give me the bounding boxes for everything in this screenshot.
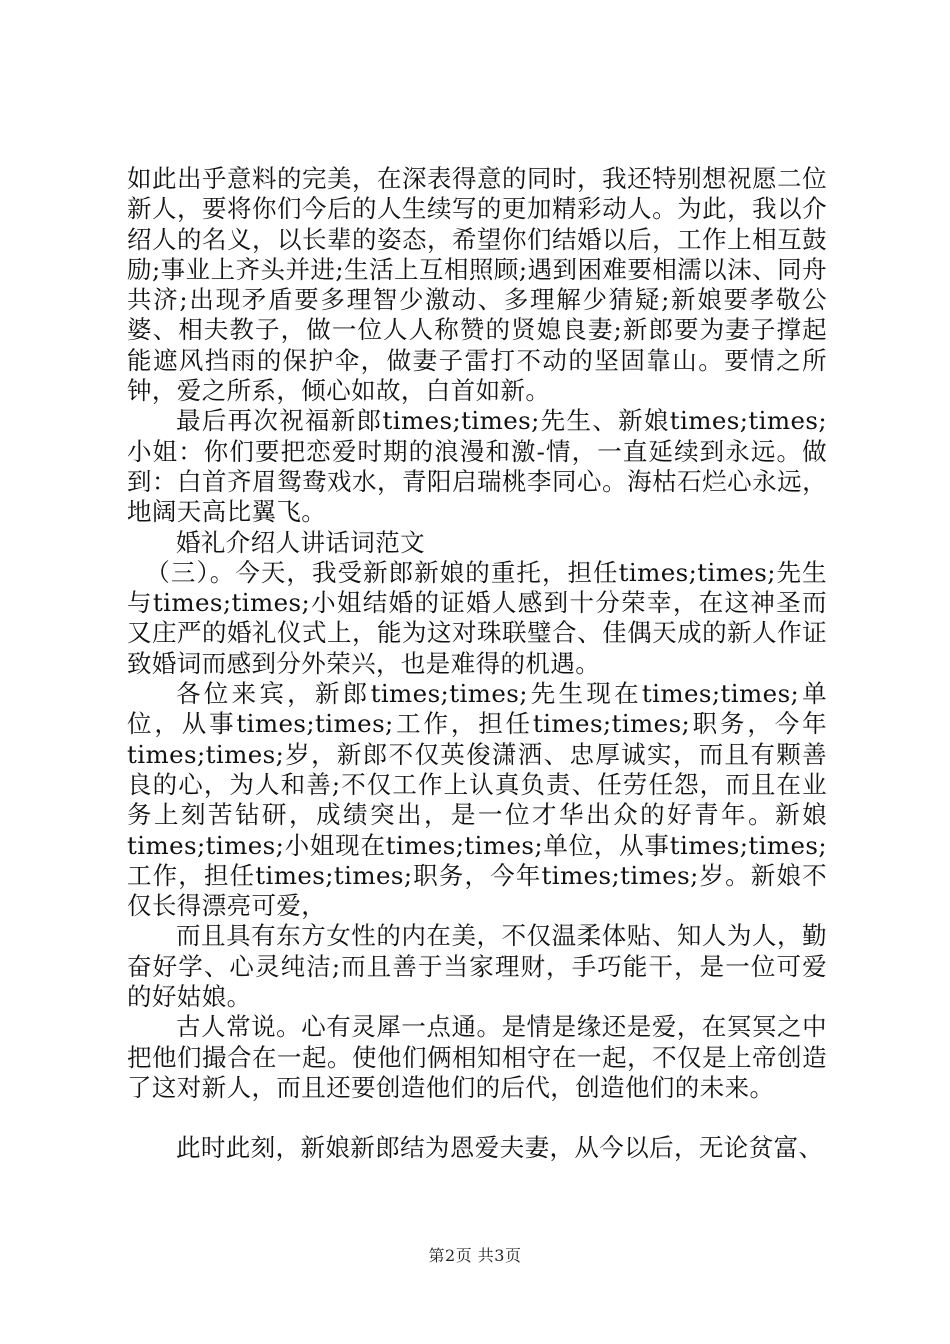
paragraph-fate: 古人常说。心有灵犀一点通。是情是缘还是爱，在冥冥之中把他们撮合在一起。使他们俩相知相守在一起，不仅是上帝创造了这对新人，而且还要创造他们的后代，创造他们的未来。 [127, 1012, 827, 1102]
section-heading: 婚礼介绍人讲话词范文 [176, 527, 425, 557]
paragraph-final-blessing: 最后再次祝福新郎times;times;先生、新娘times;times;小姐：你们要把恋爱时期的浪漫和激-情，一直延续到永远。做到：白首齐眉鸳鸯戏水，青阳启瑞桃李同心。海枯石烂心永远，地阔天高比翼飞。 [127, 406, 827, 527]
paragraph-couple-introduction: 各位来宾，新郎times;times;先生现在times;times;单位，从事times;times;工作，担任times;times;职务，今年times;times;岁，新郎不仅英俊潇洒、忠厚诚实，而且有颗善良的心，为人和善;不仅工作上认真负责、任劳任怨，而且在业务上刻苦钻研，成绩突出，是一位才华出众的好青年。新娘times;times;小姐现在times;times;单位，从事times;times;工作，担任times;times;职务，今年times;times;岁。新娘不仅长得漂亮可爱， [127, 679, 827, 921]
paragraph-spacer [127, 1103, 827, 1133]
paragraph-bride-qualities: 而且具有东方女性的内在美，不仅温柔体贴、知人为人，勤奋好学、心灵纯洁;而且善于当家理财，手巧能干，是一位可爱的好姑娘。 [127, 921, 827, 1012]
paragraph-this-moment: 此时此刻，新娘新郎结为恩爱夫妻，从今以后，无论贫富、 [176, 1133, 824, 1163]
document-body [127, 164, 827, 1164]
paragraph-section-three-intro: （三）。今天，我受新郎新娘的重托，担任times;times;先生与times;times;小姐结婚的证婚人感到十分荣幸，在这神圣而又庄严的婚礼仪式上，能为这对珠联璧合、佳偶天成的新人作证致婚词而感到分外荣兴，也是难得的机遇。 [127, 557, 827, 678]
paragraph-closing-wishes: 如此出乎意料的完美，在深表得意的同时，我还特别想祝愿二位新人，要将你们今后的人生续写的更加精彩动人。为此，我以介绍人的名义，以长辈的姿态，希望你们结婚以后，工作上相互鼓励;事业上齐头并进;生活上互相照顾;遇到困难要相濡以沫、同舟共济;出现矛盾要多理智少激动、多理解少猜疑;新娘要孝敬公婆、相夫教子，做一位人人称赞的贤媳良妻;新郎要为妻子撑起能遮风挡雨的保护伞，做妻子雷打不动的坚固靠山。要情之所钟，爱之所系，倾心如故，白首如新。 [127, 164, 827, 406]
page-number-footer: 第2页 共3页 [428, 1246, 522, 1265]
